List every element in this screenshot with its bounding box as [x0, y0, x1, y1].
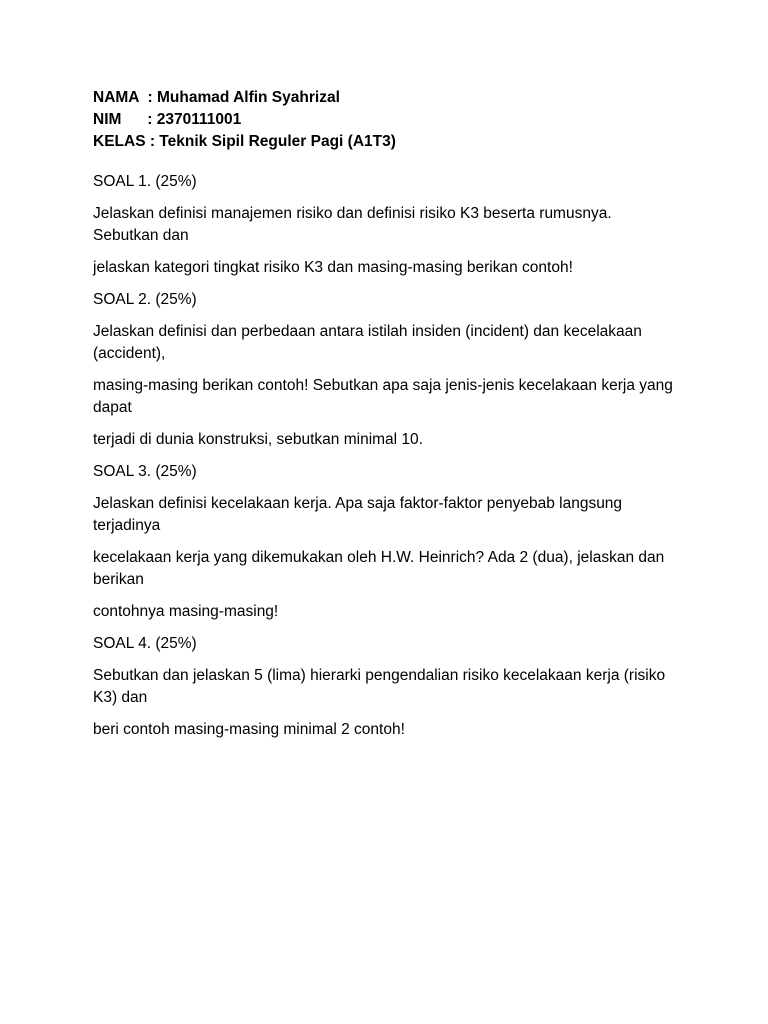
question-paragraph: Jelaskan definisi dan perbedaan antara istilah insiden (incident) dan kecelakaan (accident),: [93, 323, 642, 362]
question-1: [93, 171, 678, 279]
student-class: KELAS : Teknik Sipil Reguler Pagi (A1T3): [93, 133, 396, 150]
question-2: [93, 289, 678, 451]
question-title: SOAL 4. (25%): [93, 635, 197, 652]
question-paragraph: beri contoh masing-masing minimal 2 contoh!: [93, 721, 405, 738]
document-page: [93, 87, 678, 751]
question-paragraph: terjadi di dunia konstruksi, sebutkan minimal 10.: [93, 431, 423, 448]
question-paragraph: kecelakaan kerja yang dikemukakan oleh H.W. Heinrich? Ada 2 (dua), jelaskan dan berikan: [93, 549, 665, 588]
question-title: SOAL 3. (25%): [93, 463, 197, 480]
question-3: [93, 461, 678, 623]
question-paragraph: contohnya masing-masing!: [93, 603, 279, 620]
student-header: [93, 87, 678, 153]
student-name: NAMA : Muhamad Alfin Syahrizal: [93, 89, 340, 106]
question-title: SOAL 1. (25%): [93, 173, 197, 190]
question-paragraph: jelaskan kategori tingkat risiko K3 dan masing-masing berikan contoh!: [93, 259, 573, 276]
question-paragraph: Jelaskan definisi manajemen risiko dan definisi risiko K3 beserta rumusnya. Sebutkan dan: [93, 205, 612, 244]
question-paragraph: masing-masing berikan contoh! Sebutkan apa saja jenis-jenis kecelakaan kerja yang dapat: [93, 377, 673, 416]
question-title: SOAL 2. (25%): [93, 291, 197, 308]
question-paragraph: Jelaskan definisi kecelakaan kerja. Apa saja faktor-faktor penyebab langsung terjadinya: [93, 495, 623, 534]
question-paragraph: Sebutkan dan jelaskan 5 (lima) hierarki pengendalian risiko kecelakaan kerja (risiko K3) dan: [93, 667, 666, 706]
student-id: NIM : 2370111001: [93, 111, 242, 128]
question-4: [93, 633, 678, 741]
